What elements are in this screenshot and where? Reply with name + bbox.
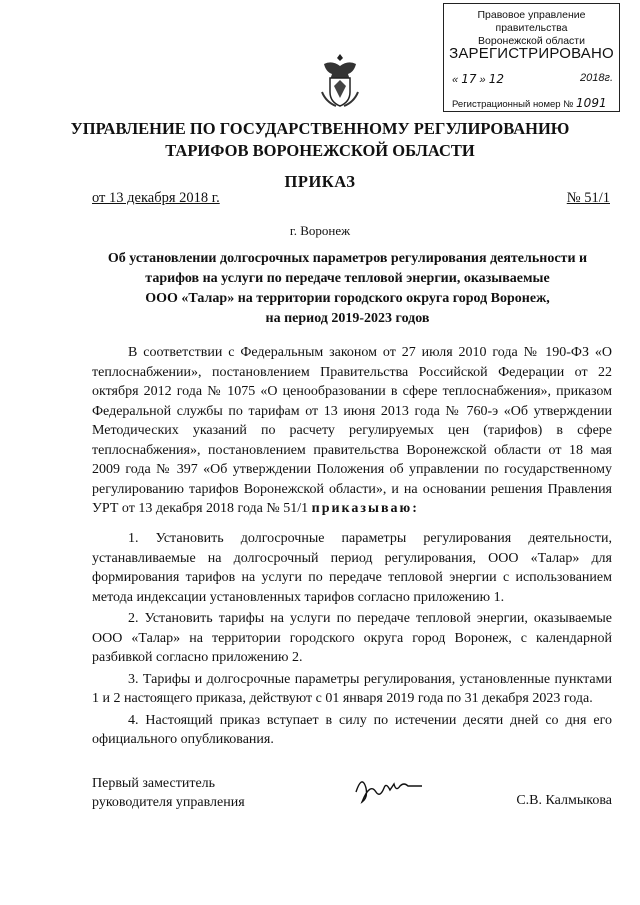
stamp-date-mid: » <box>479 74 486 86</box>
order-item-3: 3. Тарифы и долгосрочные параметры регулирования, установленные пунктами 1 и 2 настоящего приказа, действуют с 01 января 2019 года по 31 декабря 2023 года. <box>92 671 612 706</box>
title-line4: на период 2019-2023 годов <box>265 311 430 326</box>
stamp-date-year: 2018 <box>580 72 605 84</box>
stamp-status: ЗАРЕГИСТРИРОВАНО <box>449 45 614 62</box>
order-item-2: 2. Установить тарифы на услуги по передаче тепловой энергии, оказываемые ООО «Талар» на территории городского округа город Воронеж, с календарной разбивкой согласно приложению 2. <box>92 611 612 665</box>
preamble-paragraph <box>92 343 612 519</box>
authority-line2: ТАРИФОВ ВОРОНЕЖСКОЙ ОБЛАСТИ <box>165 141 475 160</box>
stamp-date-open-quote: « <box>452 74 459 86</box>
stamp-date-suffix: г. <box>604 72 613 84</box>
title-line3: ООО «Талар» на территории городского округа город Воронеж, <box>145 291 550 306</box>
order-word: приказываю: <box>311 501 419 516</box>
title-line1: Об установлении долгосрочных параметров регулирования деятельности и <box>107 251 588 266</box>
stamp-date <box>452 72 613 86</box>
stamp-org-line1: Правовое управление правительства <box>477 9 586 34</box>
handwritten-signature <box>352 770 432 810</box>
document-date: от 13 декабря 2018 г. <box>92 190 220 206</box>
signatory-position <box>92 774 245 812</box>
authority-line1: УПРАВЛЕНИЕ ПО ГОСУДАРСТВЕННОМУ РЕГУЛИРОВАНИЮ <box>70 119 570 138</box>
title-line2: тарифов на услуги по передаче тепловой энергии, оказываемые <box>145 271 550 286</box>
stamp-date-day: 17 <box>461 72 477 86</box>
signatory-position-line2: руководителя управления <box>92 795 245 810</box>
registration-stamp <box>443 3 620 112</box>
document-title <box>80 249 615 329</box>
coat-of-arms-icon <box>318 52 362 110</box>
document-city: г. Воронеж <box>289 223 351 238</box>
stamp-reg-label: Регистрационный номер № <box>452 99 574 110</box>
stamp-date-month: 12 <box>488 72 504 86</box>
signatory-position-line1: Первый заместитель <box>92 776 216 791</box>
document-type: ПРИКАЗ <box>284 172 356 191</box>
order-item-4: 4. Настоящий приказ вступает в силу по истечении десяти дней со дня его официального опубликования. <box>92 712 612 747</box>
preamble-text: В соответствии с Федеральным законом от 27 июля 2010 года № 190-ФЗ «О теплоснабжении», постановлением Правительства Российской Федерации от 22 октября 2012 года № 1075 «О ценообразовании в сфере теплоснабжения», приказом Федеральной службы по тарифам от 13 июня 2013 года № 760-э «Об утверждении Методических указаний по расчету регулируемых цен (тарифов) в сфере теплоснабжения», постановлением правительства Воронежской области от 18 мая 2009 года № 397 «Об утверждении Положения об управлении по государственному регулированию тарифов Воронежской области», и на основании решения Правления УРТ от 13 декабря 2018 года № 51/1 <box>92 345 612 516</box>
stamp-org-line2: Воронежской области <box>478 35 585 47</box>
stamp-organization <box>444 9 619 48</box>
issuing-authority <box>0 118 640 162</box>
document-number: № 51/1 <box>566 190 610 206</box>
order-items <box>92 529 612 752</box>
order-item-1: 1. Установить долгосрочные параметры регулирования деятельности, устанавливаемые на долгосрочный период регулирования, ООО «Талар» для формирования тарифов на услуги по передаче тепловой энергии с использованием метода индексации установленных тарифов согласно приложению 1. <box>92 531 612 605</box>
stamp-reg-number: 1091 <box>576 96 607 110</box>
signatory-name: С.В. Калмыкова <box>516 793 612 808</box>
stamp-reg-number-row <box>452 96 613 110</box>
